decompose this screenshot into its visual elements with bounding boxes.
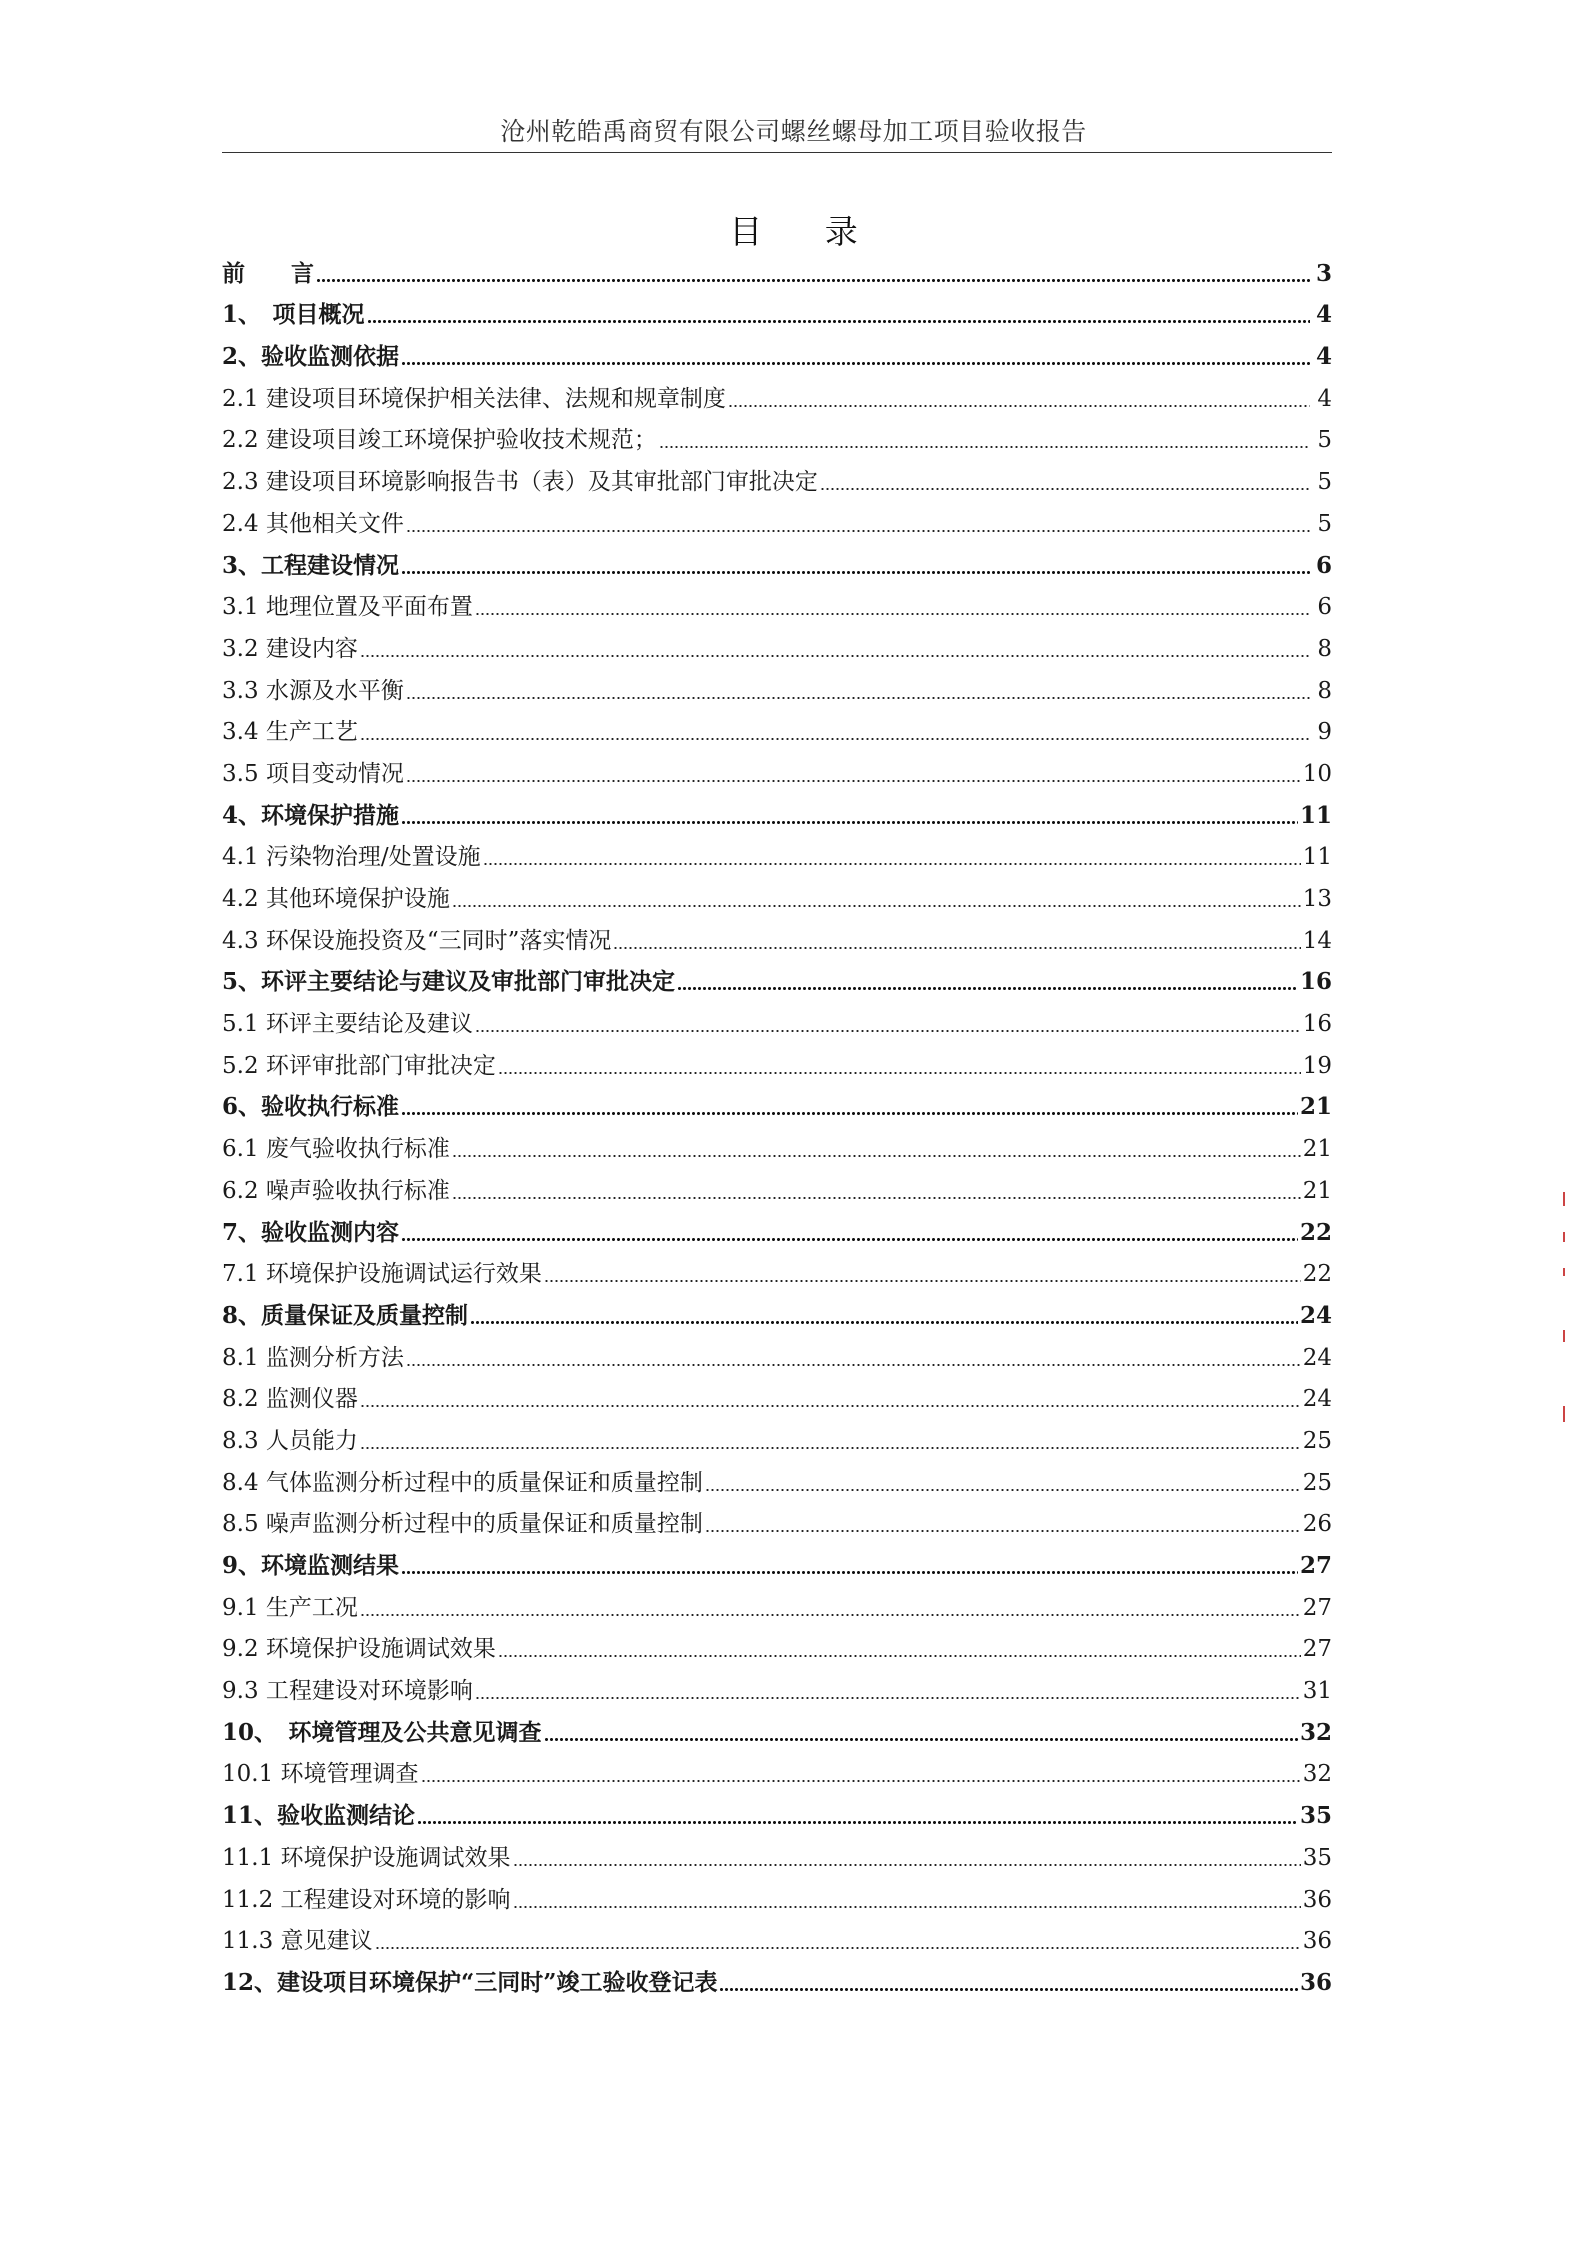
dot-leader [401, 1238, 1298, 1241]
toc-entry-page-number: 24 [1302, 1386, 1332, 1413]
toc-entry[interactable] [222, 458, 1332, 500]
toc-entry[interactable] [222, 1501, 1332, 1543]
toc-entry-page-number: 6 [1315, 551, 1332, 579]
dot-leader [417, 1821, 1298, 1824]
toc-entry-page-number: 27 [1302, 1594, 1332, 1621]
toc-entry-label: 3、工程建设情况 [222, 551, 400, 579]
dot-leader [498, 1655, 1301, 1657]
toc-entry-page-number: 26 [1302, 1511, 1332, 1538]
toc-entry-page-number: 32 [1302, 1761, 1332, 1788]
toc-entry[interactable] [222, 1626, 1332, 1668]
dot-leader [401, 1112, 1298, 1115]
scan-mark [1563, 1192, 1565, 1206]
toc-entry-page-number: 31 [1302, 1678, 1332, 1705]
toc-entry-label: 8、质量保证及质量控制 [222, 1301, 469, 1329]
toc-entry[interactable] [222, 1751, 1332, 1793]
dot-leader [483, 863, 1301, 865]
dot-leader [367, 320, 1310, 323]
dot-leader [406, 1364, 1301, 1366]
dot-leader [544, 1280, 1301, 1282]
dot-leader [513, 1864, 1301, 1866]
toc-entry[interactable] [222, 1292, 1332, 1334]
toc-entry-page-number: 27 [1302, 1636, 1332, 1663]
toc-entry-page-number: 8 [1317, 635, 1332, 662]
dot-leader [705, 1489, 1301, 1491]
dot-leader [452, 1197, 1301, 1199]
toc-entry[interactable] [222, 917, 1332, 959]
toc-entry[interactable] [222, 1542, 1332, 1584]
toc-entry[interactable] [222, 1376, 1332, 1418]
toc-entry-label: 6.1 废气验收执行标准 [222, 1136, 450, 1163]
toc-entry-label: 5.1 环评主要结论及建议 [222, 1011, 473, 1038]
toc-entry-page-number: 36 [1299, 1968, 1332, 1996]
dot-leader [360, 1405, 1301, 1407]
toc-entry[interactable] [222, 292, 1332, 334]
toc-entry-page-number: 21 [1299, 1093, 1332, 1121]
toc-entry-page-number: 4 [1315, 343, 1332, 371]
toc-entry-label: 2.4 其他相关文件 [222, 510, 404, 537]
toc-entry-label: 6.2 噪声验收执行标准 [222, 1177, 450, 1204]
toc-entry-label: 3.5 项目变动情况 [222, 760, 404, 787]
toc-entry-label: 4.3 环保设施投资及“三同时”落实情况 [222, 927, 612, 954]
toc-entry-label: 11.3 意见建议 [222, 1928, 373, 1955]
toc-entry-label: 3.4 生产工艺 [222, 719, 358, 746]
dot-leader [820, 488, 1310, 490]
toc-entry-label: 4.1 污染物治理/处置设施 [222, 844, 481, 871]
toc-entry-label: 8.5 噪声监测分析过程中的质量保证和质量控制 [222, 1511, 703, 1538]
toc-entry-page-number: 22 [1302, 1261, 1332, 1288]
dot-leader [360, 655, 1310, 657]
toc-entry-label: 8.3 人员能力 [222, 1427, 358, 1454]
dot-leader [401, 1571, 1298, 1574]
toc-entry-label: 9.3 工程建设对环境影响 [222, 1678, 473, 1705]
toc-entry-label: 3.2 建设内容 [222, 635, 358, 662]
table-of-contents [222, 250, 1332, 2001]
dot-leader [406, 530, 1310, 532]
toc-entry-page-number: 22 [1299, 1218, 1332, 1246]
toc-entry[interactable] [222, 1834, 1332, 1876]
toc-entry-page-number: 9 [1317, 719, 1332, 746]
toc-entry-page-number: 4 [1317, 385, 1332, 412]
toc-entry[interactable] [222, 542, 1332, 584]
toc-entry-label: 2.3 建设项目环境影响报告书（表）及其审批部门审批决定 [222, 469, 818, 496]
toc-entry[interactable] [222, 584, 1332, 626]
toc-entry[interactable] [222, 1667, 1332, 1709]
toc-entry[interactable] [222, 1959, 1332, 2001]
toc-entry-page-number: 8 [1317, 677, 1332, 704]
scan-mark [1563, 1232, 1565, 1242]
dot-leader [360, 1447, 1301, 1449]
dot-leader [401, 821, 1298, 824]
dot-leader [360, 1614, 1301, 1616]
toc-entry-label: 1、 项目概况 [222, 301, 365, 329]
dot-leader [475, 1030, 1301, 1032]
toc-entry[interactable] [222, 417, 1332, 459]
toc-entry-page-number: 5 [1317, 510, 1332, 537]
toc-entry[interactable] [222, 1209, 1332, 1251]
dot-leader [360, 738, 1310, 740]
toc-entry-page-number: 5 [1317, 427, 1332, 454]
toc-entry[interactable] [222, 1417, 1332, 1459]
toc-entry[interactable] [222, 375, 1332, 417]
toc-entry-label: 3.3 水源及水平衡 [222, 677, 404, 704]
toc-entry[interactable] [222, 1167, 1332, 1209]
dot-leader [401, 362, 1310, 365]
toc-entry-page-number: 10 [1302, 760, 1332, 787]
toc-entry[interactable] [222, 959, 1332, 1001]
toc-entry-label: 11、验收监测结论 [222, 1802, 416, 1830]
toc-entry-page-number: 35 [1302, 1844, 1332, 1871]
toc-entry-page-number: 16 [1302, 1011, 1332, 1038]
dot-leader [719, 1988, 1298, 1991]
toc-entry[interactable] [222, 1584, 1332, 1626]
toc-entry-page-number: 19 [1302, 1052, 1332, 1079]
toc-entry-label: 11.1 环境保护设施调试效果 [222, 1844, 511, 1871]
toc-entry[interactable] [222, 1792, 1332, 1834]
toc-entry-page-number: 35 [1299, 1802, 1332, 1830]
dot-leader [677, 987, 1298, 990]
toc-entry[interactable] [222, 1918, 1332, 1960]
dot-leader [513, 1906, 1301, 1908]
toc-entry-label: 5.2 环评审批部门审批决定 [222, 1052, 496, 1079]
toc-entry[interactable] [222, 875, 1332, 917]
dot-leader [705, 1530, 1301, 1532]
toc-entry-label: 10、 环境管理及公共意见调查 [222, 1718, 542, 1746]
toc-entry-page-number: 27 [1299, 1552, 1332, 1579]
toc-entry-page-number: 14 [1302, 927, 1332, 954]
dot-leader [406, 697, 1310, 699]
toc-entry[interactable] [222, 1709, 1332, 1751]
toc-entry-label: 2、验收监测依据 [222, 343, 400, 371]
toc-entry[interactable] [222, 250, 1332, 292]
toc-entry-page-number: 24 [1302, 1344, 1332, 1371]
toc-entry-page-number: 25 [1302, 1469, 1332, 1496]
toc-entry-page-number: 4 [1315, 301, 1332, 329]
toc-entry-page-number: 5 [1317, 469, 1332, 496]
toc-entry-label: 前 言 [222, 259, 314, 287]
toc-entry[interactable] [222, 667, 1332, 709]
toc-entry-label: 3.1 地理位置及平面布置 [222, 594, 473, 621]
scan-mark [1563, 1268, 1565, 1276]
toc-entry-label: 8.4 气体监测分析过程中的质量保证和质量控制 [222, 1469, 703, 1496]
toc-entry-page-number: 3 [1315, 259, 1332, 287]
dot-leader [498, 1072, 1301, 1074]
toc-title: 目 录 [729, 212, 884, 251]
toc-entry-page-number: 24 [1299, 1301, 1332, 1329]
dot-leader [544, 1738, 1298, 1741]
dot-leader [452, 905, 1301, 907]
toc-entry-page-number: 32 [1299, 1718, 1332, 1746]
toc-entry-label: 2.2 建设项目竣工环境保护验收技术规范； [222, 427, 657, 454]
dot-leader [728, 405, 1310, 407]
toc-entry-page-number: 25 [1302, 1427, 1332, 1454]
toc-entry-label: 9.1 生产工况 [222, 1594, 358, 1621]
toc-entry[interactable] [222, 1251, 1332, 1293]
dot-leader [613, 947, 1300, 949]
toc-entry[interactable] [222, 834, 1332, 876]
scan-mark [1563, 1406, 1565, 1422]
toc-entry-page-number: 16 [1299, 968, 1332, 996]
dot-leader [452, 1155, 1301, 1157]
header-rule [222, 152, 1332, 153]
toc-entry[interactable] [222, 1876, 1332, 1918]
toc-entry-page-number: 11 [1302, 844, 1332, 871]
toc-entry-page-number: 36 [1302, 1886, 1332, 1913]
toc-entry[interactable] [222, 1042, 1332, 1084]
toc-entry-label: 10.1 环境管理调查 [222, 1761, 419, 1788]
toc-entry-page-number: 21 [1302, 1136, 1332, 1163]
dot-leader [659, 446, 1310, 448]
toc-entry[interactable] [222, 750, 1332, 792]
toc-entry-label: 9.2 环境保护设施调试效果 [222, 1636, 496, 1663]
toc-entry[interactable] [222, 1084, 1332, 1126]
toc-entry[interactable] [222, 1459, 1332, 1501]
dot-leader [421, 1780, 1301, 1782]
toc-entry-page-number: 11 [1299, 801, 1332, 829]
toc-entry-label: 8.2 监测仪器 [222, 1386, 358, 1413]
toc-entry[interactable] [222, 1125, 1332, 1167]
toc-entry-page-number: 21 [1302, 1177, 1332, 1204]
dot-leader [470, 1321, 1298, 1324]
dot-leader [316, 279, 1310, 282]
toc-entry[interactable] [222, 1334, 1332, 1376]
page-header: 沧州乾皓禹商贸有限公司螺丝螺母加工项目验收报告 [500, 117, 1087, 146]
toc-entry-page-number: 13 [1302, 886, 1332, 912]
toc-entry-label: 4.2 其他环境保护设施 [222, 886, 450, 912]
toc-entry[interactable] [222, 625, 1332, 667]
toc-entry-label: 5、环评主要结论与建议及审批部门审批决定 [222, 968, 676, 996]
toc-entry-label: 6、验收执行标准 [222, 1093, 400, 1121]
toc-entry-label: 7.1 环境保护设施调试运行效果 [222, 1261, 542, 1288]
toc-entry-label: 4、环境保护措施 [222, 801, 400, 829]
scan-mark [1563, 1330, 1565, 1342]
toc-entry-label: 2.1 建设项目环境保护相关法律、法规和规章制度 [222, 385, 726, 412]
toc-entry-label: 8.1 监测分析方法 [222, 1344, 404, 1371]
toc-entry-page-number: 6 [1317, 594, 1332, 621]
toc-entry[interactable] [222, 333, 1332, 375]
toc-entry[interactable] [222, 500, 1332, 542]
dot-leader [406, 780, 1301, 782]
dot-leader [475, 1697, 1301, 1699]
toc-entry-label: 9、环境监测结果 [222, 1552, 400, 1579]
toc-entry-page-number: 36 [1302, 1928, 1332, 1955]
dot-leader [375, 1947, 1301, 1949]
toc-entry-label: 11.2 工程建设对环境的影响 [222, 1886, 511, 1913]
toc-entry-label: 12、建设项目环境保护“三同时”竣工验收登记表 [222, 1968, 718, 1996]
toc-entry[interactable] [222, 709, 1332, 751]
toc-entry[interactable] [222, 792, 1332, 834]
dot-leader [401, 571, 1310, 574]
dot-leader [475, 613, 1310, 615]
toc-entry[interactable] [222, 1000, 1332, 1042]
toc-entry-label: 7、验收监测内容 [222, 1218, 400, 1246]
